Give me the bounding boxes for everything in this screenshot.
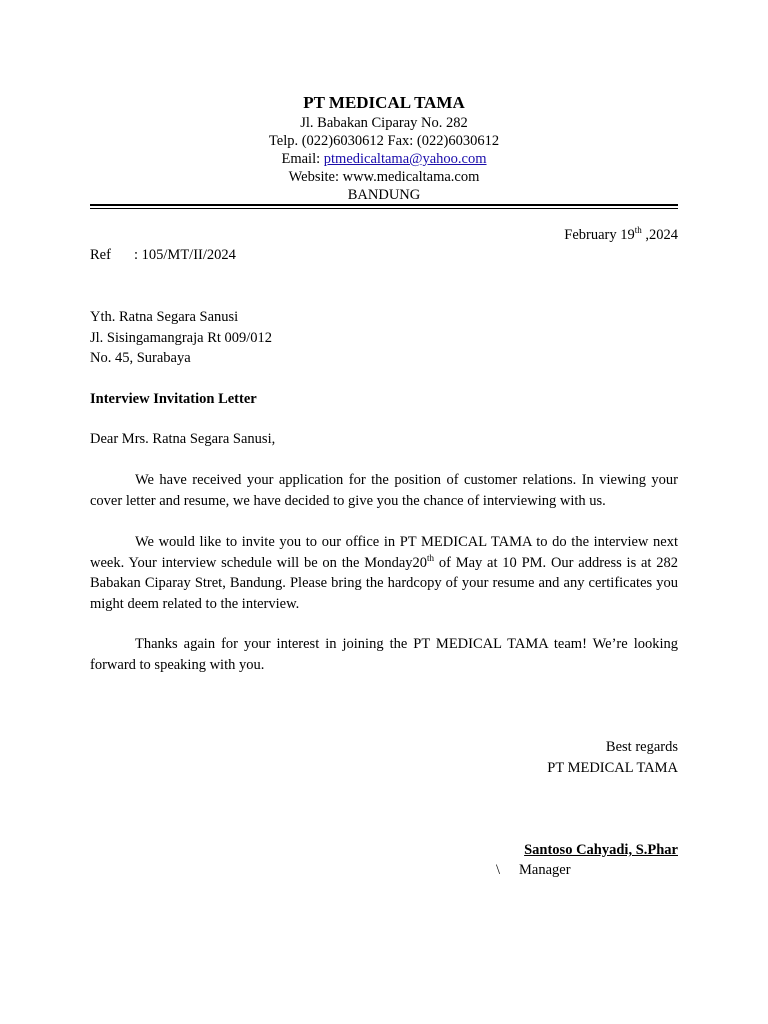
letterhead-divider-thick: [90, 204, 678, 206]
closing-company: PT MEDICAL TAMA: [547, 759, 678, 776]
recipient-name: Yth. Ratna Segara Sanusi: [90, 309, 239, 325]
company-name: PT MEDICAL TAMA: [303, 93, 465, 112]
date-ordinal: th: [634, 225, 642, 236]
company-email-line: [90, 150, 678, 168]
signer-name: Santoso Cahyadi, S.Phar: [524, 842, 678, 858]
reference-line: [90, 245, 236, 266]
recipient-city: No. 45, Surabaya: [90, 350, 191, 366]
company-address: Jl. Babakan Ciparay No. 282: [300, 115, 468, 131]
date-suffix: ,2024: [641, 227, 678, 243]
paragraph-2-ordinal: th: [427, 552, 435, 563]
email-label: Email:: [281, 151, 324, 167]
ref-value: : 105/MT/II/2024: [134, 247, 236, 263]
closing-regards: Best regards: [605, 739, 678, 755]
company-city: BANDUNG: [347, 187, 421, 203]
letter-subject: Interview Invitation Letter: [90, 391, 257, 407]
paragraph-2-part-2: of May at 10 PM. Our address is at 282 Babakan Ciparay Stret, Bandung. Please bring the hardcopy of your resume and any certificates you might deem related to the interview.: [90, 554, 678, 612]
date-prefix: February 19: [564, 227, 635, 243]
company-website: Website: www.medicaltama.com: [288, 169, 480, 185]
email-link[interactable]: ptmedicaltama@yahoo.com: [323, 151, 487, 167]
letterhead-divider-thin: [90, 208, 678, 209]
letter-date: [564, 225, 678, 246]
ref-label: Ref: [90, 247, 111, 263]
recipient-street: Jl. Sisingamangraja Rt 009/012: [90, 329, 273, 346]
company-phone-fax: Telp. (022)6030612 Fax: (022)6030612: [268, 133, 500, 149]
signer-title: Manager: [519, 862, 571, 878]
recipient-block: [90, 307, 272, 369]
letterhead: [90, 92, 678, 204]
body-paragraph-3: Thanks again for your interest in joining the PT MEDICAL TAMA team! We’re looking forward to speaking with you.: [90, 636, 678, 673]
letter-greeting: Dear Mrs. Ratna Segara Sanusi,: [90, 431, 276, 447]
closing-block: [547, 737, 678, 778]
paragraph-2-part-1: We would like to invite you to our office in PT MEDICAL TAMA to do the interview next week. Your interview schedule will be on the Monday20: [90, 534, 678, 571]
body-paragraph-2: [90, 532, 678, 614]
body-paragraph-1: We have received your application for the position of customer relations. In viewing your cover letter and resume, we have decided to give you the chance of interviewing with us.: [90, 472, 678, 509]
signature-slash: \: [496, 862, 501, 878]
